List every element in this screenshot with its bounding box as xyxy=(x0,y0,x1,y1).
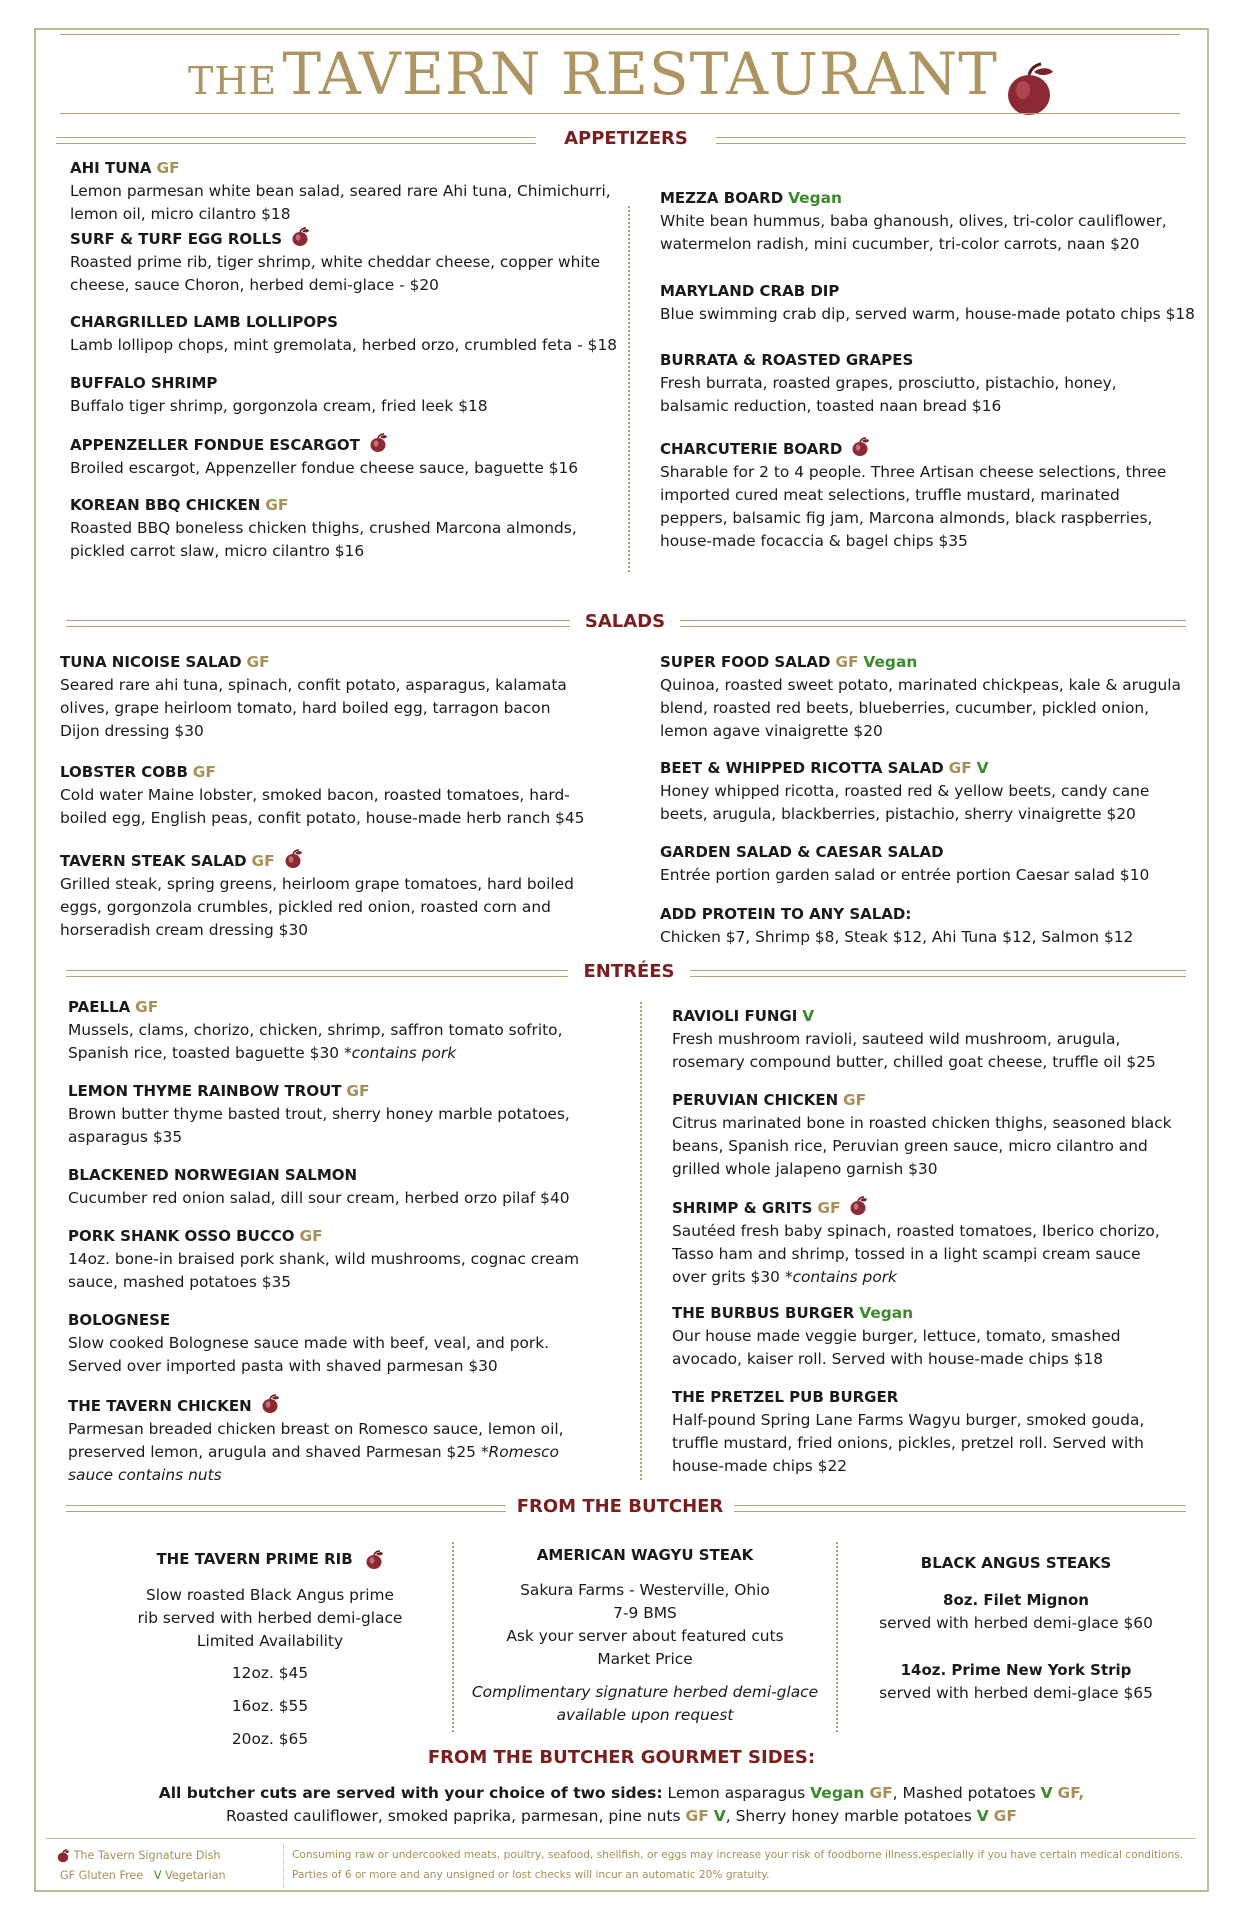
wagyu-line: Market Price xyxy=(597,1650,693,1668)
menu-item xyxy=(68,1164,570,1210)
item-description xyxy=(660,210,1167,233)
title-rule xyxy=(60,113,1180,114)
sides-text: Roasted cauliflower, smoked paprika, parmesan, pine nuts xyxy=(226,1807,686,1825)
item-name: KOREAN BBQ CHICKEN xyxy=(70,496,261,514)
item-description-text: White bean hummus, baba ghanoush, olives, tri-color cauliflower, xyxy=(660,212,1167,230)
gf-tag: GF xyxy=(869,1784,893,1802)
item-description xyxy=(60,674,567,697)
menu-item xyxy=(672,1005,1156,1074)
wagyu-line: Ask your server about featured cuts xyxy=(506,1627,784,1645)
item-description xyxy=(672,1051,1156,1074)
item-description xyxy=(60,784,584,807)
item-description xyxy=(660,720,1181,743)
item-description-text: blend, roasted red beets, blueberries, cucumber, pickled onion, xyxy=(660,699,1150,717)
footer-divider xyxy=(283,1844,284,1888)
sides-text: , Sherry honey marble potatoes xyxy=(725,1807,977,1825)
item-description xyxy=(68,1355,549,1378)
item-name: PAELLA xyxy=(68,998,131,1016)
item-description xyxy=(672,1135,1172,1158)
gf-tag: GF xyxy=(1057,1784,1079,1802)
signature-dish-icon xyxy=(368,433,388,453)
item-description xyxy=(672,1325,1120,1348)
item-description xyxy=(68,1019,562,1042)
top-rule xyxy=(60,34,1180,35)
item-description xyxy=(70,251,600,274)
legend-tags xyxy=(60,1866,226,1885)
signature-dish-icon xyxy=(56,1849,70,1863)
item-description-text: boiled egg, English peas, confit potato, house-made herb ranch $45 xyxy=(60,809,585,827)
prime-rib-name: THE TAVERN PRIME RIB xyxy=(156,1550,353,1568)
item-name: SHRIMP & GRITS xyxy=(672,1199,813,1217)
item-description-text: imported cured meat selections, truffle mustard, marinated xyxy=(660,486,1120,504)
gf-tag: GF xyxy=(251,852,275,870)
signature-dish-icon xyxy=(848,1196,868,1216)
item-description-text: Citrus marinated bone in roasted chicken thighs, seasoned black xyxy=(672,1114,1172,1132)
menu-item xyxy=(660,437,1166,553)
item-name: PORK SHANK OSSO BUCCO xyxy=(68,1227,295,1245)
menu-item xyxy=(68,1309,549,1378)
menu-item xyxy=(70,372,488,418)
item-description-text: Brown butter thyme basted trout, sherry honey marble potatoes, xyxy=(68,1105,570,1123)
menu-item xyxy=(660,757,1149,826)
item-description-text: olives, grape heirloom tomato, hard boiled egg, tarragon bacon xyxy=(60,699,551,717)
gf-tag: GF xyxy=(135,998,159,1016)
menu-item xyxy=(672,1196,1160,1289)
wagyu-name: AMERICAN WAGYU STEAK xyxy=(536,1546,754,1564)
disclaimer-2: Parties of 6 or more and any unsigned or lost checks will incur an automatic 20% gratuity. xyxy=(292,1869,770,1881)
item-description xyxy=(60,697,567,720)
item-description-text: house-made chips $22 xyxy=(672,1457,848,1475)
signature-dish-icon xyxy=(290,227,310,247)
v-tag: V xyxy=(976,759,989,777)
strip-name: 14oz. Prime New York Strip xyxy=(900,1661,1132,1679)
item-description xyxy=(660,461,1166,484)
heading-rule-left xyxy=(66,1505,506,1512)
prime-rib-block xyxy=(110,1548,430,1751)
item-description xyxy=(68,1332,549,1355)
item-description-text: Entrée portion garden salad or entrée portion Caesar salad $10 xyxy=(660,866,1150,884)
signature-dish-icon xyxy=(364,1550,384,1570)
wagyu-block xyxy=(460,1544,830,1727)
item-description-text: Buffalo tiger shrimp, gorgonzola cream, fried leek $18 xyxy=(70,397,488,415)
item-description-text: Lamb lollipop chops, mint gremolata, herbed orzo, crumbled feta - $18 xyxy=(70,336,618,354)
item-description-text: peppers, balsamic fig jam, Marcona almonds, black raspberries, xyxy=(660,509,1153,527)
filet-name: 8oz. Filet Mignon xyxy=(943,1591,1089,1609)
item-description-text: Mussels, clams, chorizo, chicken, shrimp, saffron tomato sofrito, xyxy=(68,1021,563,1039)
menu-item xyxy=(60,651,567,743)
item-description xyxy=(60,896,574,919)
item-description-text: Cucumber red onion salad, dill sour cream, herbed orzo pilaf $40 xyxy=(68,1189,570,1207)
item-description-text: Seared rare ahi tuna, spinach, confit potato, asparagus, kalamata xyxy=(60,676,567,694)
item-description-text: Tasso ham and shrimp, tossed in a light scampi cream sauce xyxy=(672,1245,1141,1263)
item-description xyxy=(672,1220,1160,1243)
butcher-divider-left xyxy=(452,1542,454,1732)
prime-rib-size: 12oz. $45 xyxy=(231,1664,309,1682)
butcher-heading: FROM THE BUTCHER xyxy=(516,1496,724,1517)
sides-text: , Mashed potatoes xyxy=(892,1784,1041,1802)
disclaimer-1: Consuming raw or undercooked meats, poultry, seafood, shellfish, or eggs may increase your risk of foodborne illness,especially if you have certain medical conditions. xyxy=(292,1849,1184,1861)
item-description xyxy=(660,484,1166,507)
prime-rib-line: rib served with herbed demi-glace xyxy=(137,1609,403,1627)
item-description-text: beets, arugula, blackberries, pistachio, sherry vinaigrette $20 xyxy=(660,805,1136,823)
menu-item xyxy=(68,1394,564,1487)
angus-block xyxy=(846,1552,1186,1705)
item-description-text: Blue swimming crab dip, served warm, house-made potato chips $18 xyxy=(660,305,1195,323)
menu-item xyxy=(70,311,617,357)
item-description-text: Cold water Maine lobster, smoked bacon, roasted tomatoes, hard- xyxy=(60,786,570,804)
gf-tag: GF xyxy=(156,159,180,177)
item-description xyxy=(672,1266,1160,1289)
wagyu-note: Complimentary signature herbed demi-glace xyxy=(471,1683,819,1701)
item-description xyxy=(660,395,1117,418)
prime-rib-size: 20oz. $65 xyxy=(231,1730,309,1748)
item-name: BOLOGNESE xyxy=(68,1311,171,1329)
item-note: *Romesco xyxy=(480,1443,559,1461)
heading-rule-left xyxy=(66,620,570,627)
signature-dish-icon xyxy=(260,1394,280,1414)
menu-item xyxy=(672,1386,1144,1478)
gf-tag: GF xyxy=(993,1807,1017,1825)
item-note: sauce contains nuts xyxy=(68,1466,222,1484)
item-description-text: truffle mustard, fried onions, pickles, pretzel roll. Served with xyxy=(672,1434,1144,1452)
item-description-text: Roasted prime rib, tiger shrimp, white cheddar cheese, copper white xyxy=(70,253,601,271)
item-description-text: asparagus $35 xyxy=(68,1128,183,1146)
item-description-text: Quinoa, roasted sweet potato, marinated chickpeas, kale & arugula xyxy=(660,676,1181,694)
menu-item xyxy=(660,187,1167,256)
menu-item xyxy=(660,841,1149,887)
entrees-heading: ENTRÉES xyxy=(583,961,675,982)
gf-tag: GF xyxy=(265,496,289,514)
item-description xyxy=(60,720,567,743)
entrees-divider xyxy=(640,1002,642,1480)
item-description-text: Roasted BBQ boneless chicken thighs, crushed Marcona almonds, xyxy=(70,519,577,537)
item-description xyxy=(672,1158,1172,1181)
strip-desc: served with herbed demi-glace $65 xyxy=(879,1684,1153,1702)
item-description xyxy=(60,919,574,942)
menu-item xyxy=(68,1080,570,1149)
item-description xyxy=(70,395,488,418)
footer-rule xyxy=(46,1838,1196,1839)
item-description-text: Sharable for 2 to 4 people. Three Artisan cheese selections, three xyxy=(660,463,1167,481)
item-description-text: Grilled steak, spring greens, heirloom grape tomatoes, hard boiled xyxy=(60,875,574,893)
item-description xyxy=(660,864,1149,887)
gf-tag: GF xyxy=(948,759,972,777)
prime-rib-line: Slow roasted Black Angus prime xyxy=(145,1586,395,1604)
item-description xyxy=(660,507,1166,530)
v-tag: V xyxy=(976,1807,989,1825)
item-name: CHARGRILLED LAMB LOLLIPOPS xyxy=(70,313,338,331)
item-description-text: Served over imported pasta with shaved parmesan $30 xyxy=(68,1357,498,1375)
restaurant-title xyxy=(0,40,1243,118)
item-description xyxy=(68,1126,570,1149)
item-description xyxy=(60,873,574,896)
menu-item xyxy=(70,227,600,297)
item-description xyxy=(660,674,1181,697)
menu-item xyxy=(660,651,1181,743)
item-description-text: Dijon dressing $30 xyxy=(60,722,204,740)
item-description-text: lemon oil, micro cilantro $18 xyxy=(70,205,291,223)
item-description-text: horseradish cream dressing $30 xyxy=(60,921,309,939)
vegan-tag: Vegan xyxy=(859,1304,914,1322)
item-description xyxy=(660,372,1117,395)
item-name: APPENZELLER FONDUE ESCARGOT xyxy=(70,436,360,454)
item-description-text: Fresh burrata, roasted grapes, prosciutto, pistachio, honey, xyxy=(660,374,1117,392)
angus-name: BLACK ANGUS STEAKS xyxy=(920,1554,1112,1572)
item-description xyxy=(70,517,577,540)
title-main: TAVERN RESTAURANT xyxy=(282,40,998,108)
item-description xyxy=(672,1455,1144,1478)
heading-rule-right xyxy=(716,137,1186,144)
item-description xyxy=(660,926,1133,949)
item-description xyxy=(68,1042,562,1065)
item-description xyxy=(660,303,1195,326)
item-name: BUFFALO SHRIMP xyxy=(70,374,218,392)
sides-line-2 xyxy=(0,1805,1243,1828)
item-description-text: eggs, gorgonzola crumbles, pickled red onion, roasted corn and xyxy=(60,898,551,916)
appetizers-divider xyxy=(628,206,630,572)
item-name: SURF & TURF EGG ROLLS xyxy=(70,230,283,248)
item-description-text: Broiled escargot, Appenzeller fondue cheese sauce, baguette $16 xyxy=(70,459,579,477)
item-description xyxy=(68,1187,570,1210)
menu-item xyxy=(60,849,574,942)
menu-item xyxy=(70,433,578,480)
v-tag: V xyxy=(1040,1784,1053,1802)
item-description xyxy=(672,1243,1160,1266)
item-description-text: 14oz. bone-in braised pork shank, wild mushrooms, cognac cream xyxy=(68,1250,580,1268)
item-description-text: Slow cooked Bolognese sauce made with beef, veal, and pork. xyxy=(68,1334,550,1352)
entrees-heading-bar xyxy=(0,961,1243,989)
item-name: AHI TUNA xyxy=(70,159,152,177)
item-name: BURRATA & ROASTED GRAPES xyxy=(660,351,914,369)
heading-rule-right xyxy=(680,620,1186,627)
item-description xyxy=(660,530,1166,553)
item-name: TAVERN STEAK SALAD xyxy=(60,852,247,870)
item-description xyxy=(672,1028,1156,1051)
item-name: RAVIOLI FUNGI xyxy=(672,1007,798,1025)
item-description-text: pickled carrot slaw, micro cilantro $16 xyxy=(70,542,365,560)
v-tag: V xyxy=(713,1807,726,1825)
item-description xyxy=(660,803,1149,826)
item-description xyxy=(68,1248,579,1271)
item-name: THE PRETZEL PUB BURGER xyxy=(672,1388,899,1406)
vegan-tag: Vegan xyxy=(810,1784,865,1802)
gf-tag: GF xyxy=(835,653,859,671)
item-description-text: Our house made veggie burger, lettuce, tomato, smashed xyxy=(672,1327,1121,1345)
heading-rule-right xyxy=(690,970,1186,977)
item-description-text: beans, Spanish rice, Peruvian green sauce, micro cilantro and xyxy=(672,1137,1148,1155)
legend-gf-text: Gluten Free xyxy=(78,1869,144,1882)
item-name: PERUVIAN CHICKEN xyxy=(672,1091,839,1109)
prime-rib-size: 16oz. $55 xyxy=(231,1697,309,1715)
menu-item xyxy=(68,1225,579,1294)
item-name: ADD PROTEIN TO ANY SALAD: xyxy=(660,905,912,923)
menu-item xyxy=(60,761,584,830)
item-description xyxy=(70,457,578,480)
item-description xyxy=(660,233,1167,256)
appetizers-heading: APPETIZERS xyxy=(564,128,688,149)
salads-heading: SALADS xyxy=(584,611,666,632)
item-description-text: Fresh mushroom ravioli, sauteed wild mushroom, arugula, xyxy=(672,1030,1121,1048)
menu-item xyxy=(68,996,562,1065)
butcher-divider-right xyxy=(836,1542,838,1732)
filet-desc: served with herbed demi-glace $60 xyxy=(879,1614,1153,1632)
item-name: LOBSTER COBB xyxy=(60,763,188,781)
menu-item xyxy=(672,1302,1120,1371)
item-description xyxy=(660,780,1149,803)
item-description-text: balsamic reduction, toasted naan bread $16 xyxy=(660,397,1002,415)
item-description-text: cheese, sauce Choron, herbed demi-glace - $20 xyxy=(70,276,439,294)
item-description xyxy=(60,807,584,830)
menu-item xyxy=(70,494,577,563)
item-name: LEMON THYME RAINBOW TROUT xyxy=(68,1082,342,1100)
heading-rule-left xyxy=(66,970,568,977)
legend-signature-text: The Tavern Signature Dish xyxy=(73,1849,221,1862)
heading-rule-left xyxy=(56,137,536,144)
item-description xyxy=(68,1441,564,1464)
v-tag: V xyxy=(802,1007,815,1025)
item-name: THE TAVERN CHICKEN xyxy=(68,1397,252,1415)
vegan-tag: Vegan xyxy=(788,189,842,207)
item-name: BEET & WHIPPED RICOTTA SALAD xyxy=(660,759,944,777)
item-description-text: avocado, kaiser roll. Served with house-made chips $18 xyxy=(672,1350,1104,1368)
item-description-text: Spanish rice, toasted baguette $30 xyxy=(68,1044,344,1062)
item-description-text: lemon agave vinaigrette $20 xyxy=(660,722,883,740)
item-description-text: preserved lemon, arugula and shaved Parmesan $25 xyxy=(68,1443,481,1461)
wagyu-line: Sakura Farms - Westerville, Ohio xyxy=(520,1581,770,1599)
item-description-text: Lemon parmesan white bean salad, seared rare Ahi tuna, Chimichurri, xyxy=(70,182,611,200)
item-name: CHARCUTERIE BOARD xyxy=(660,440,843,458)
item-name: BLACKENED NORWEGIAN SALMON xyxy=(68,1166,358,1184)
signature-dish-icon xyxy=(283,849,303,869)
item-description xyxy=(70,203,611,226)
sides-text: Lemon asparagus xyxy=(662,1784,811,1802)
item-description-text: Parmesan breaded chicken breast on Romesco sauce, lemon oil, xyxy=(68,1420,564,1438)
item-description xyxy=(660,697,1181,720)
item-description-text: grilled whole jalapeno garnish $30 xyxy=(672,1160,938,1178)
item-description-text: Sautéed fresh baby spinach, roasted tomatoes, Iberico chorizo, xyxy=(672,1222,1160,1240)
item-description xyxy=(68,1418,564,1441)
item-description-text: Honey whipped ricotta, roasted red & yellow beets, candy cane xyxy=(660,782,1150,800)
gf-tag: GF xyxy=(246,653,270,671)
appetizers-heading-bar xyxy=(0,128,1243,156)
item-name: THE BURBUS BURGER xyxy=(672,1304,855,1322)
salads-heading-bar xyxy=(0,611,1243,639)
gf-tag: GF xyxy=(346,1082,370,1100)
menu-item xyxy=(672,1089,1172,1181)
item-description-text: over grits $30 xyxy=(672,1268,785,1286)
vegan-tag: Vegan xyxy=(863,653,918,671)
gf-tag: GF xyxy=(299,1227,323,1245)
gf-tag: GF xyxy=(685,1807,709,1825)
sides-line-1: All butcher cuts are served with your choice of two sides: Lemon asparagus Vegan GF, Mashed potatoes V GF, xyxy=(158,1784,1085,1802)
item-description-text: sauce, mashed potatoes $35 xyxy=(68,1273,292,1291)
legend-v-text: Vegetarian xyxy=(165,1869,226,1882)
title-the: THE xyxy=(187,59,278,103)
apple-logo-icon xyxy=(1003,62,1055,118)
item-note: *contains pork xyxy=(784,1268,897,1286)
item-description xyxy=(70,540,577,563)
item-description-text: Chicken $7, Shrimp $8, Steak $12, Ahi Tuna $12, Salmon $12 xyxy=(660,928,1134,946)
gf-tag: GF xyxy=(817,1199,841,1217)
wagyu-line: 7-9 BMS xyxy=(613,1604,677,1622)
item-name: MEZZA BOARD xyxy=(660,189,784,207)
item-name: MARYLAND CRAB DIP xyxy=(660,282,840,300)
item-description xyxy=(68,1271,579,1294)
menu-item xyxy=(70,157,611,226)
gf-tag: GF xyxy=(192,763,216,781)
legend-v-tag: V xyxy=(153,1869,162,1882)
item-note: *contains pork xyxy=(343,1044,457,1062)
butcher-heading-bar xyxy=(0,1496,1243,1524)
item-name: SUPER FOOD SALAD xyxy=(660,653,831,671)
item-description xyxy=(70,334,617,357)
item-description xyxy=(672,1112,1172,1135)
menu-item xyxy=(660,349,1117,418)
item-description-text: Half-pound Spring Lane Farms Wagyu burger, smoked gouda, xyxy=(672,1411,1145,1429)
prime-rib-line: Limited Availability xyxy=(196,1632,344,1650)
item-name: GARDEN SALAD & CAESAR SALAD xyxy=(660,843,944,861)
sides-heading: FROM THE BUTCHER GOURMET SIDES: xyxy=(427,1747,816,1768)
wagyu-note: available upon request xyxy=(556,1706,734,1724)
legend-signature xyxy=(56,1846,220,1865)
item-description-text: watermelon radish, mini cucumber, tri-color carrots, naan $20 xyxy=(660,235,1140,253)
menu-item xyxy=(660,280,1195,326)
item-description-text: house-made focaccia & bagel chips $35 xyxy=(660,532,968,550)
menu-item xyxy=(660,903,1133,949)
item-description xyxy=(68,1103,570,1126)
item-description xyxy=(672,1409,1144,1432)
item-description-text: rosemary compound butter, chilled goat cheese, truffle oil $25 xyxy=(672,1053,1156,1071)
item-description xyxy=(70,274,600,297)
heading-rule-right xyxy=(734,1505,1186,1512)
item-description xyxy=(672,1348,1120,1371)
item-description xyxy=(672,1432,1144,1455)
gf-tag: GF xyxy=(843,1091,867,1109)
legend-gf-tag: GF xyxy=(60,1869,76,1882)
sides-intro: All butcher cuts are served with your choice of two sides: xyxy=(158,1784,663,1802)
signature-dish-icon xyxy=(850,437,870,457)
item-name: TUNA NICOISE SALAD xyxy=(60,653,242,671)
item-description xyxy=(70,180,611,203)
